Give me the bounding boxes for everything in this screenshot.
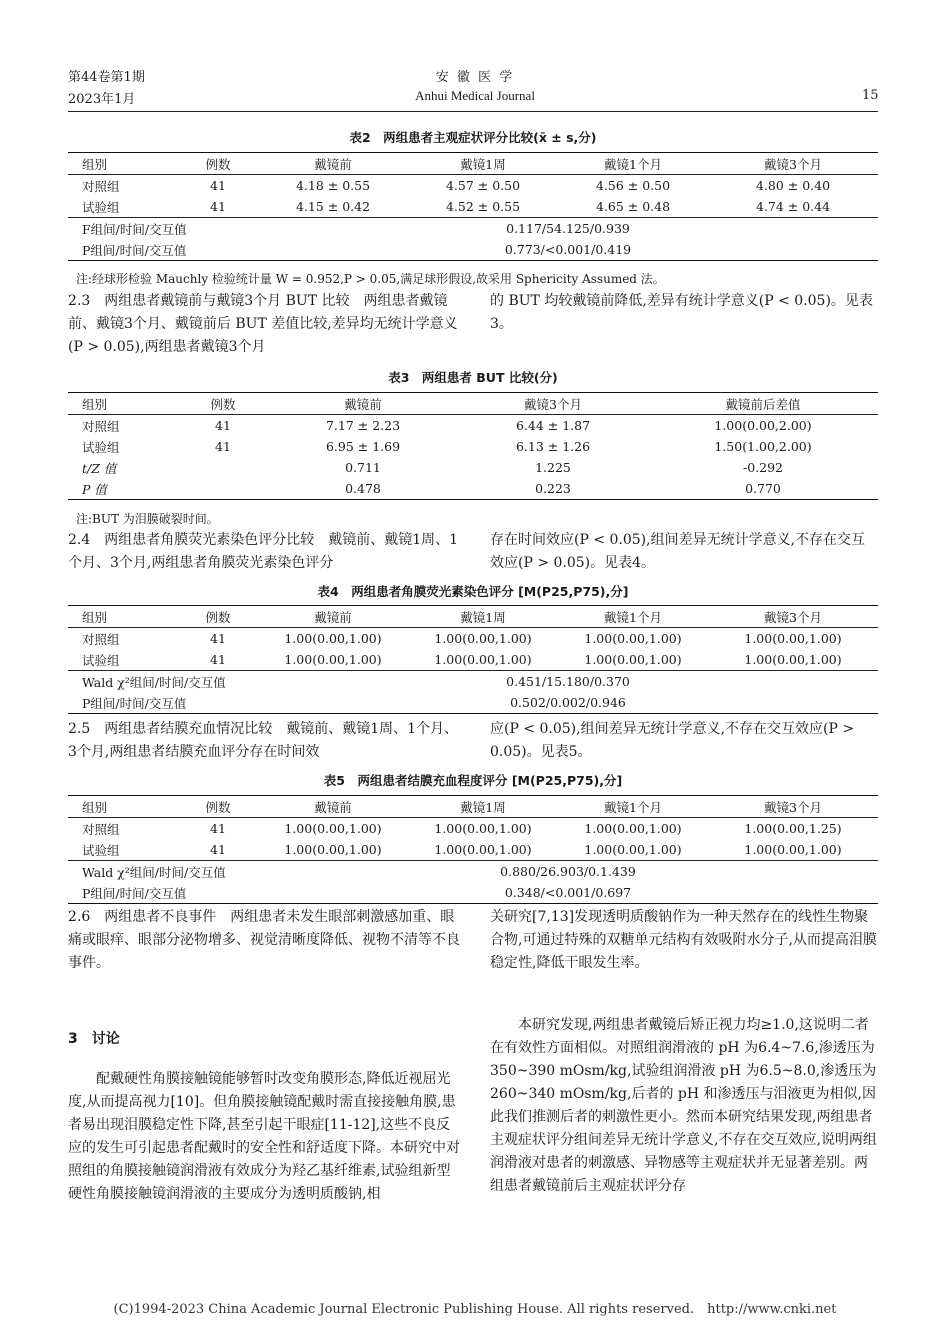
stat-label: Wald χ²组间/时间/交互值 bbox=[68, 861, 258, 883]
stat-label: P组间/时间/交互值 bbox=[68, 882, 258, 904]
col-header: 组别 bbox=[68, 393, 178, 415]
col-header: 戴镜1周 bbox=[408, 606, 558, 628]
table4 bbox=[68, 605, 878, 714]
stat-row bbox=[68, 861, 878, 883]
table3 bbox=[68, 392, 878, 500]
issue-date: 2023年1月 bbox=[68, 92, 136, 107]
table-cell: 1.00(0.00,1.00) bbox=[284, 842, 382, 857]
stat-value: 0.880/26.903/0.1.439 bbox=[258, 861, 878, 883]
stat-label: Wald χ²组间/时间/交互值 bbox=[68, 671, 258, 693]
table-cell: 1.00(0.00,1.00) bbox=[258, 628, 408, 650]
table-row bbox=[68, 839, 878, 861]
table-cell: 0.478 bbox=[268, 478, 458, 500]
table-cell: 1.00(0.00,1.25) bbox=[708, 818, 878, 840]
section-3-title: 3 讨论 bbox=[68, 1031, 120, 1047]
table-cell: 1.00(0.00,1.00) bbox=[584, 652, 682, 667]
table-cell bbox=[178, 478, 268, 500]
col-header: 戴镜1个月 bbox=[558, 153, 708, 175]
table-cell: 1.50(1.00,2.00) bbox=[714, 439, 812, 454]
table-cell: 4.52 ± 0.55 bbox=[445, 199, 521, 214]
table-cell: 41 bbox=[178, 175, 258, 197]
table-row bbox=[68, 196, 878, 218]
table-header-row bbox=[68, 393, 878, 415]
col-header: 戴镜3个月 bbox=[708, 606, 878, 628]
table-cell: 7.17 ± 2.23 bbox=[268, 415, 458, 437]
table2-caption: 表2 两组患者主观症状评分比较(x̄ ± s,分) bbox=[349, 130, 597, 145]
col-header: 组别 bbox=[68, 796, 178, 818]
stat-row bbox=[68, 218, 878, 240]
col-header: 戴镜前 bbox=[258, 606, 408, 628]
table-cell: 4.18 ± 0.55 bbox=[258, 175, 408, 197]
table-cell: 41 bbox=[210, 199, 226, 214]
para-2-4-right: 存在时间效应(P < 0.05),组间差异无统计学意义,不存在交互效应(P > 0.05)。见表4。 bbox=[490, 532, 866, 571]
table4-caption: 表4 两组患者角膜荧光素染色评分 [M(P25,P75),分] bbox=[317, 584, 629, 599]
table-cell: 1.00(0.00,1.00) bbox=[584, 842, 682, 857]
table-cell: 4.56 ± 0.50 bbox=[558, 175, 708, 197]
copyright-footer: (C)1994-2023 China Academic Journal Electronic Publishing House. All rights reserved. http://www.cnki.net bbox=[113, 1302, 837, 1317]
col-header: 戴镜3个月 bbox=[708, 153, 878, 175]
table-cell: 4.65 ± 0.48 bbox=[595, 199, 671, 214]
table5-caption: 表5 两组患者结膜充血程度评分 [M(P25,P75),分] bbox=[323, 773, 623, 788]
col-header: 戴镜1周 bbox=[408, 153, 558, 175]
stat-value: 0.348/<0.001/0.697 bbox=[258, 882, 878, 904]
col-header: 戴镜1周 bbox=[408, 796, 558, 818]
journal-title-cn: 安 徽 医 学 bbox=[435, 70, 515, 85]
table-cell bbox=[178, 457, 268, 478]
col-header: 例数 bbox=[178, 606, 258, 628]
table-cell: 6.95 ± 1.69 bbox=[325, 439, 401, 454]
table-header-row bbox=[68, 153, 878, 175]
table-cell: 试验组 bbox=[82, 199, 120, 215]
table-cell: t/Z 值 bbox=[82, 460, 117, 476]
table-cell: 1.00(0.00,1.00) bbox=[434, 842, 532, 857]
header-rule bbox=[68, 111, 878, 112]
table-cell: 1.00(0.00,1.00) bbox=[744, 842, 842, 857]
table-row bbox=[68, 457, 878, 478]
col-header: 戴镜1个月 bbox=[558, 606, 708, 628]
table-cell: 1.00(0.00,1.00) bbox=[708, 628, 878, 650]
stat-label: F组间/时间/交互值 bbox=[68, 218, 258, 240]
table-cell: 对照组 bbox=[68, 628, 178, 650]
discussion-right-2: 本研究发现,两组患者戴镜后矫正视力均≥1.0,这说明二者在有效性方面相似。对照组润滑液的 pH 为6.4~7.6,渗透压为350~390 mOsm/kg,试验组润滑液 pH 为6.5~8.0,渗透压为260~340 mOsm/kg,后者的 pH 和渗透压与泪液更为相似,因此我们推测后者的刺激性更小。然而本研究结果发现,两组患者主观症状评分组间差异无统计学意义,不存在交互效应,说明两组润滑液对患者的刺激感、异物感等主观症状并无显著差别。两组患者戴镜前后主观症状评分存 bbox=[490, 1017, 877, 1194]
table-row bbox=[68, 175, 878, 197]
stat-value: 0.117/54.125/0.939 bbox=[258, 218, 878, 240]
col-header: 组别 bbox=[68, 606, 178, 628]
table-cell: 41 bbox=[178, 415, 268, 437]
stat-value: 0.502/0.002/0.946 bbox=[258, 692, 878, 714]
col-header: 例数 bbox=[178, 393, 268, 415]
page-number: 15 bbox=[862, 88, 879, 103]
table-cell: 4.80 ± 0.40 bbox=[708, 175, 878, 197]
col-header: 戴镜前后差值 bbox=[648, 393, 878, 415]
table-cell: 1.00(0.00,1.00) bbox=[284, 652, 382, 667]
col-header: 戴镜3个月 bbox=[708, 796, 878, 818]
table-cell: 4.57 ± 0.50 bbox=[408, 175, 558, 197]
table-cell: 41 bbox=[215, 439, 231, 454]
journal-title-en: Anhui Medical Journal bbox=[415, 88, 535, 103]
col-header: 组别 bbox=[68, 153, 178, 175]
table-row bbox=[68, 628, 878, 650]
table-cell: 1.00(0.00,2.00) bbox=[648, 415, 878, 437]
para-2-4-left: 2.4 两组患者角膜荧光素染色评分比较 戴镜前、戴镜1周、1个月、3个月,两组患者角膜荧光素染色评分 bbox=[68, 532, 459, 571]
table-row bbox=[68, 649, 878, 671]
table-cell: 6.44 ± 1.87 bbox=[458, 415, 648, 437]
table-cell: 41 bbox=[210, 652, 226, 667]
table-cell: 1.00(0.00,1.00) bbox=[408, 628, 558, 650]
table-cell: 41 bbox=[178, 628, 258, 650]
table-cell: 1.00(0.00,1.00) bbox=[558, 628, 708, 650]
table-row bbox=[68, 436, 878, 457]
table-row bbox=[68, 415, 878, 437]
table2 bbox=[68, 152, 878, 261]
table-header-row bbox=[68, 606, 878, 628]
table-cell: 6.13 ± 1.26 bbox=[515, 439, 591, 454]
stat-label: P组间/时间/交互值 bbox=[68, 692, 258, 714]
table-cell: 试验组 bbox=[82, 842, 120, 858]
col-header: 戴镜前 bbox=[268, 393, 458, 415]
table-cell: 41 bbox=[178, 818, 258, 840]
table-cell: 1.00(0.00,1.00) bbox=[744, 652, 842, 667]
table-cell: 4.74 ± 0.44 bbox=[755, 199, 831, 214]
para-2-6: 2.6 两组患者不良事件 两组患者未发生眼部刺激感加重、眼痛或眼痒、眼部分泌物增多、视觉清晰度降低、视物不清等不良事件。 bbox=[68, 909, 460, 971]
stat-label: P组间/时间/交互值 bbox=[68, 239, 258, 261]
table-cell: 0.711 bbox=[345, 460, 381, 475]
table-cell: 1.225 bbox=[535, 460, 571, 475]
table-header-row bbox=[68, 796, 878, 818]
table3-caption: 表3 两组患者 BUT 比较(分) bbox=[388, 370, 558, 385]
table-cell: -0.292 bbox=[742, 460, 783, 475]
table3-note: 注:BUT 为泪膜破裂时间。 bbox=[76, 512, 219, 526]
table-cell: 1.00(0.00,1.00) bbox=[558, 818, 708, 840]
table-cell: 试验组 bbox=[82, 439, 120, 455]
stat-value: 0.773/<0.001/0.419 bbox=[258, 239, 878, 261]
table-cell: 1.00(0.00,1.00) bbox=[258, 818, 408, 840]
col-header: 戴镜3个月 bbox=[458, 393, 648, 415]
stat-row bbox=[68, 882, 878, 904]
para-2-3-left: 2.3 两组患者戴镜前与戴镜3个月 BUT 比较 两组患者戴镜前、戴镜3个月、戴镜前后 BUT 差值比较,差异均无统计学意义(P > 0.05),两组患者戴镜3个月 bbox=[68, 293, 458, 355]
table-cell: 1.00(0.00,1.00) bbox=[408, 818, 558, 840]
table-cell: 试验组 bbox=[82, 652, 120, 668]
table-cell: 0.770 bbox=[648, 478, 878, 500]
col-header: 戴镜前 bbox=[258, 796, 408, 818]
stat-row bbox=[68, 239, 878, 261]
table-cell: 对照组 bbox=[68, 415, 178, 437]
table-cell: P 值 bbox=[68, 478, 178, 500]
stat-value: 0.451/15.180/0.370 bbox=[258, 671, 878, 693]
table-cell: 对照组 bbox=[68, 175, 178, 197]
table-row bbox=[68, 818, 878, 840]
stat-row bbox=[68, 671, 878, 693]
table-cell: 4.15 ± 0.42 bbox=[295, 199, 371, 214]
col-header: 例数 bbox=[178, 153, 258, 175]
stat-row bbox=[68, 692, 878, 714]
col-header: 戴镜1个月 bbox=[558, 796, 708, 818]
col-header: 例数 bbox=[178, 796, 258, 818]
table5 bbox=[68, 795, 878, 904]
col-header: 戴镜前 bbox=[258, 153, 408, 175]
discussion-left: 配戴硬性角膜接触镜能够暂时改变角膜形态,降低近视屈光度,从而提高视力[10]。但角膜接触镜配戴时需直接接触角膜,患者易出现泪膜稳定性下降,甚至引起干眼症[11-12],这些不良反应的发生可引起患者配戴时的安全性和舒适度下降。本研究中对照组的角膜接触镜润滑液有效成分为羟乙基纤维素,试验组新型硬性角膜接触镜润滑液的主要成分为透明质酸钠,相 bbox=[68, 1071, 460, 1202]
table-cell: 0.223 bbox=[458, 478, 648, 500]
table-cell: 对照组 bbox=[68, 818, 178, 840]
para-2-5-right: 应(P < 0.05),组间差异无统计学意义,不存在交互效应(P > 0.05)。见表5。 bbox=[490, 721, 855, 760]
para-2-3-right: 的 BUT 均较戴镜前降低,差异有统计学意义(P < 0.05)。见表3。 bbox=[490, 293, 873, 332]
table-cell: 41 bbox=[210, 842, 226, 857]
table-row bbox=[68, 478, 878, 500]
table-cell: 1.00(0.00,1.00) bbox=[434, 652, 532, 667]
volume-issue: 第44卷第1期 bbox=[68, 70, 145, 85]
para-2-5-left: 2.5 两组患者结膜充血情况比较 戴镜前、戴镜1周、1个月、3个月,两组患者结膜充血评分存在时间效 bbox=[68, 721, 459, 760]
table2-note: 注:经球形检验 Mauchly 检验统计量 W = 0.952,P > 0.05,满足球形假设,故采用 Sphericity Assumed 法。 bbox=[76, 272, 665, 286]
discussion-right-1: 关研究[7,13]发现透明质酸钠作为一种天然存在的线性生物聚合物,可通过特殊的双糖单元结构有效吸附水分子,从而提高泪膜稳定性,降低干眼发生率。 bbox=[490, 909, 877, 971]
